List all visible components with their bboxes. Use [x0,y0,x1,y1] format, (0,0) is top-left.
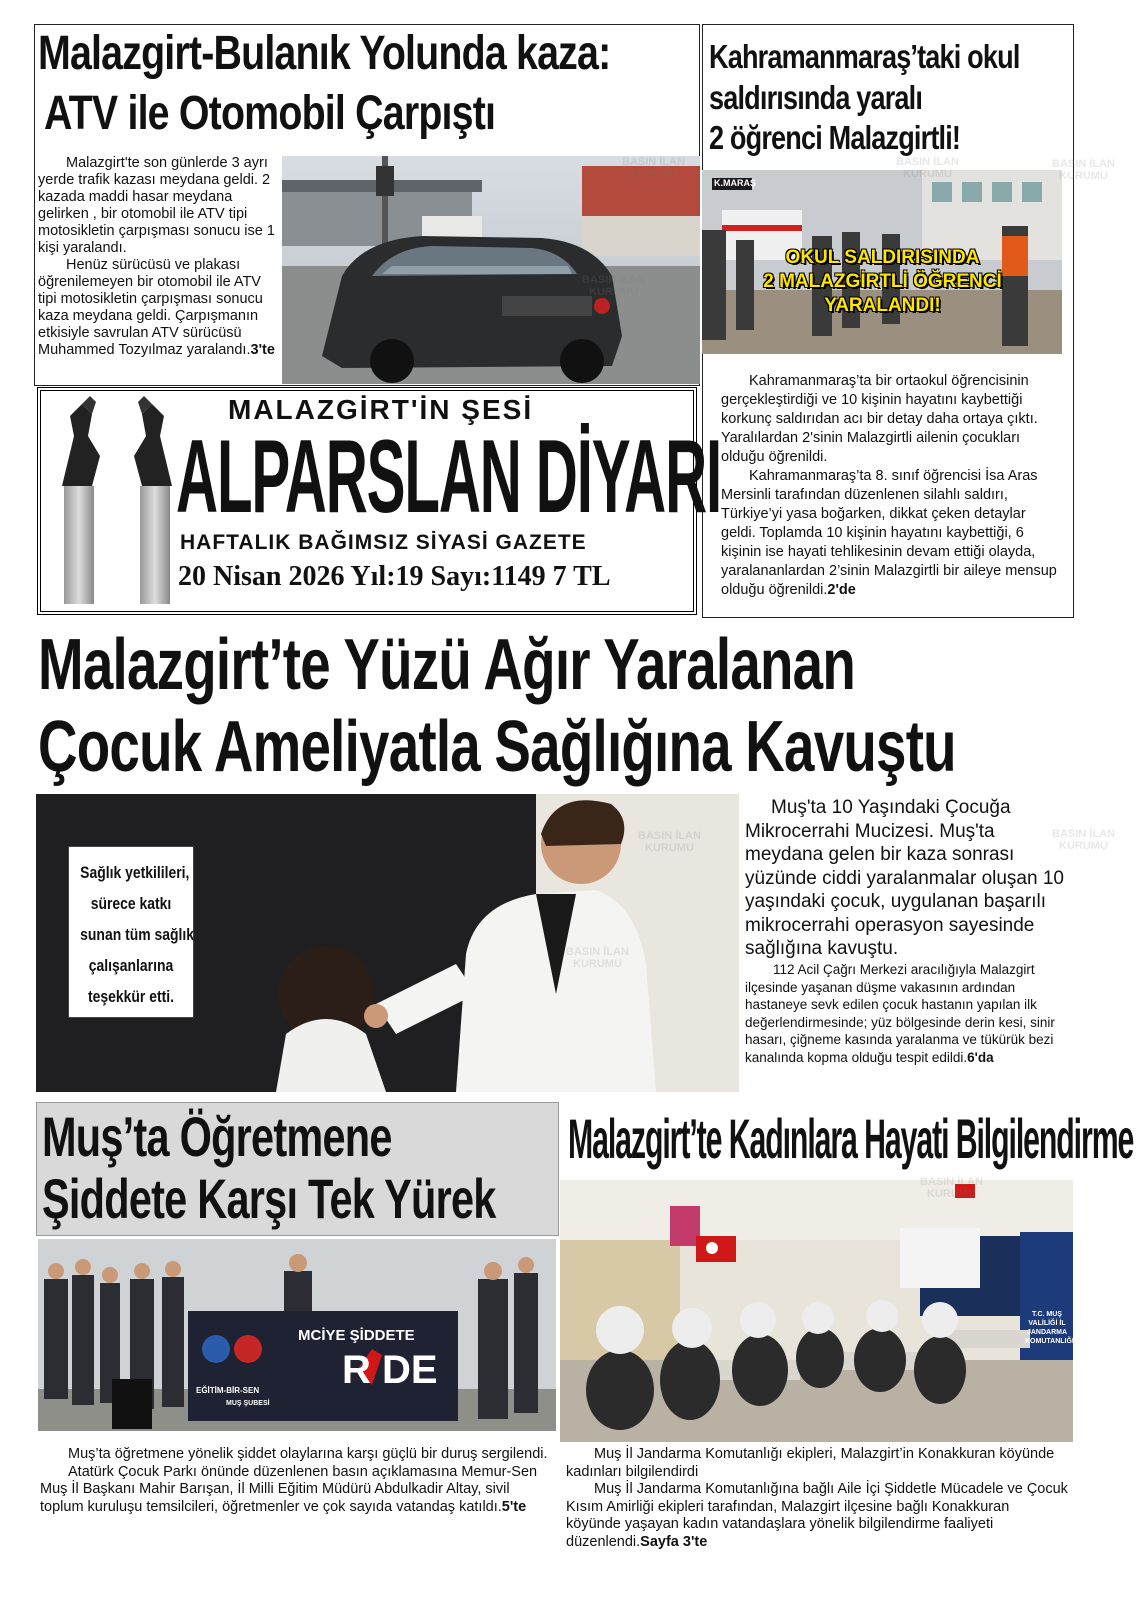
teacher-photo [38,1239,556,1431]
teacher-banner-branch: MUŞ ŞUBESİ [226,1400,270,1407]
main-lead: Muş'ta 10 Yaşındaki Çocuğa Mikrocerrahi Mucizesi. Muş'ta meydana gelen bir kaza sonrası yüzünde ciddi yaralanmalar oluşan 10 yaşındaki çocuk, uygulanan başarılı mikrocerrahi operasyon sayesinde sağlığına kavuştu. [745,797,1064,959]
women-headline: Malazgirt’te Kadınlara Hayati Bilgilendirme [568,1107,1134,1170]
note-line-3: sunan tüm sağlık [80,925,195,944]
teacher-para-2: Atatürk Çocuk Parkı önünde düzenlenen basın açıklamasına Memur-Sen Muş İl Başkanı Mahir Barışan, İl Milli Eğitim Müdürü Abdulkadir Altay, sivil toplum kuruluşu temsilcileri, öğretmenler ve çok sayıda vatandaş katıldı.5'te [40,1463,538,1515]
teacher-banner-line-1: MCİYE ŞİDDETE [298,1327,415,1344]
masthead-subtitle: HAFTALIK BAĞIMSIZ SİYASİ GAZETE [180,531,587,554]
note-line-2: sürece katkı [90,894,172,913]
school-caption-line-1: OKUL SALDIRISINDA [785,247,980,268]
masthead-logo [52,396,182,604]
school-photo-caption [760,246,1005,318]
school-page-ref: 2'de [827,582,856,598]
crash-photo [282,156,700,384]
crash-headline-line-2: ATV ile Otomobil Çarpıştı [44,87,496,140]
women-photo [560,1180,1073,1442]
teacher-headline-line-1: Muş’ta Öğretmene [42,1105,392,1168]
school-headline-line-1: Kahramanmaraş’taki okul [709,38,1020,75]
masthead-tagline: MALAZGİRT'İN ŞESİ [228,394,534,425]
school-headline-line-2: saldırısında yaralı [709,79,923,116]
school-headline-line-3: 2 öğrenci Malazgirtli! [709,119,961,156]
note-line-5: teşekkür etti. [87,987,174,1006]
main-photo-note [68,846,194,1018]
main-body: 112 Acil Çağrı Merkezi aracılığıyla Malazgirt ilçesinde yaşanan düşme vakasının ardından hastaneye sevk edilen çocuk hastanın yapılan ilk değerlendirmesinde; yüz bölgesinde derin kesi, sinir hasarı, çiğneme kasında yaralanma ve tükürük bezi kanalında kopma olduğu tespit edildi.6'da [745,962,1055,1065]
teacher-page-ref: 5'te [501,1498,527,1515]
main-headline-line-1: Malazgirt’te Yüzü Ağır Yaralanan [38,625,855,705]
women-poster-text: T.C. MUŞ VALİLİĞİ İL JANDARMA KOMUTANLIĞI [1025,1311,1074,1345]
crash-page-ref: 3'te [250,342,275,358]
crash-headline-line-1: Malazgirt-Bulanık Yolunda kaza: [38,27,611,80]
women-para-2: Muş İl Jandarma Komutanlığına bağlı Aile İçi Şiddetle Mücadele ve Çocuk Kısım Amirliği ekipleri tarafından, Malazgirt ilçesine bağlı Konakkuran köyünde yaşayan kadın vatandaşlara yönelik bilgilendirme faaliyeti düzenlendi.Sayfa 3'te [566,1481,1068,1550]
teacher-headline-line-2: Şiddete Karşı Tek Yürek [42,1167,496,1230]
masthead-title: ALPARSLAN DİYARI [176,419,722,535]
note-line-1: Sağlık yetkilileri, [80,863,190,882]
masthead-issue-line: 20 Nisan 2026 Yıl:19 Sayı:1149 7 TL [178,561,611,592]
watermark: BASIN İLAN KURUMU [1052,828,1115,852]
school-article [721,372,1059,600]
watermark: BASIN İLAN KURUMU [1052,158,1115,182]
women-para-1: Muş İl Jandarma Komutanlığı ekipleri, Malazgirt’in Konakkuran köyünde kadınları bilgilendirdi [566,1446,1055,1480]
crash-para-1: Malazgirt'te son günlerde 3 ayrı yerde trafik kazası meydana geldi. 2 kazada maddi hasar meydana gelirken , bir otomobil ile ATV tipi motosikletin çarpışması sonucu ise 1 kişi yaralandı. [38,155,275,256]
teacher-article [40,1446,555,1516]
school-caption-line-3: YARALANDI! [824,295,941,316]
women-article [566,1446,1068,1551]
school-photo-tag: K.MARAŞ [714,178,756,188]
crash-para-2: Henüz sürücüsü ve plakası öğrenilemeyen bir otomobil ile ATV tipi motosikletin çarpışması sonucu kaza meydana geldi. Çarpışmanın etkisiyle savrulan ATV sürücüsü Muhammed Tozyılmaz yaralandı.3'te [38,257,275,358]
school-para-2: Kahramanmaraş’ta 8. sınıf öğrencisi İsa Aras Mersinli tarafından düzenlenen silahlı saldırı, Türkiye’yi yasa boğarken, dikkat çeken detaylar geldi. Toplamda 10 kişinin hayatını kaybettiği, 6 kişinin ise hayati tehlikesinin devam ettiği olayda, yaralananlardan 2’sinin Malazgirtli bir aileye mensup olduğu öğrenildi.2'de [721,468,1057,598]
note-line-4: çalışanlarına [88,956,174,975]
main-headline-line-2: Çocuk Ameliyatla Sağlığına Kavuştu [38,707,956,787]
women-page-ref: Sayfa 3'te [640,1533,708,1550]
teacher-banner-org: EĞİTİM-BİR-SEN [196,1386,260,1395]
main-page-ref: 6'da [967,1049,994,1065]
teacher-banner-line-2: R DE [342,1348,438,1392]
school-para-1: Kahramanmaraş’ta bir ortaokul öğrencisinin gerçekleştirdiği ve 10 kişinin hayatını kaybettiği korkunç saldırıdan acı bir detay daha ortaya çıktı. Yaralılardan 2'sinin Malazgirtli ailenin çocukları olduğu öğrenildi. [721,373,1038,465]
school-caption-line-2: 2 MALAZGİRTLİ ÖĞRENCİ [763,271,1002,292]
teacher-para-1: Muş’ta öğretmene yönelik şiddet olaylarına karşı güçlü bir duruş sergilendi. [68,1446,548,1462]
crash-article [38,155,278,359]
